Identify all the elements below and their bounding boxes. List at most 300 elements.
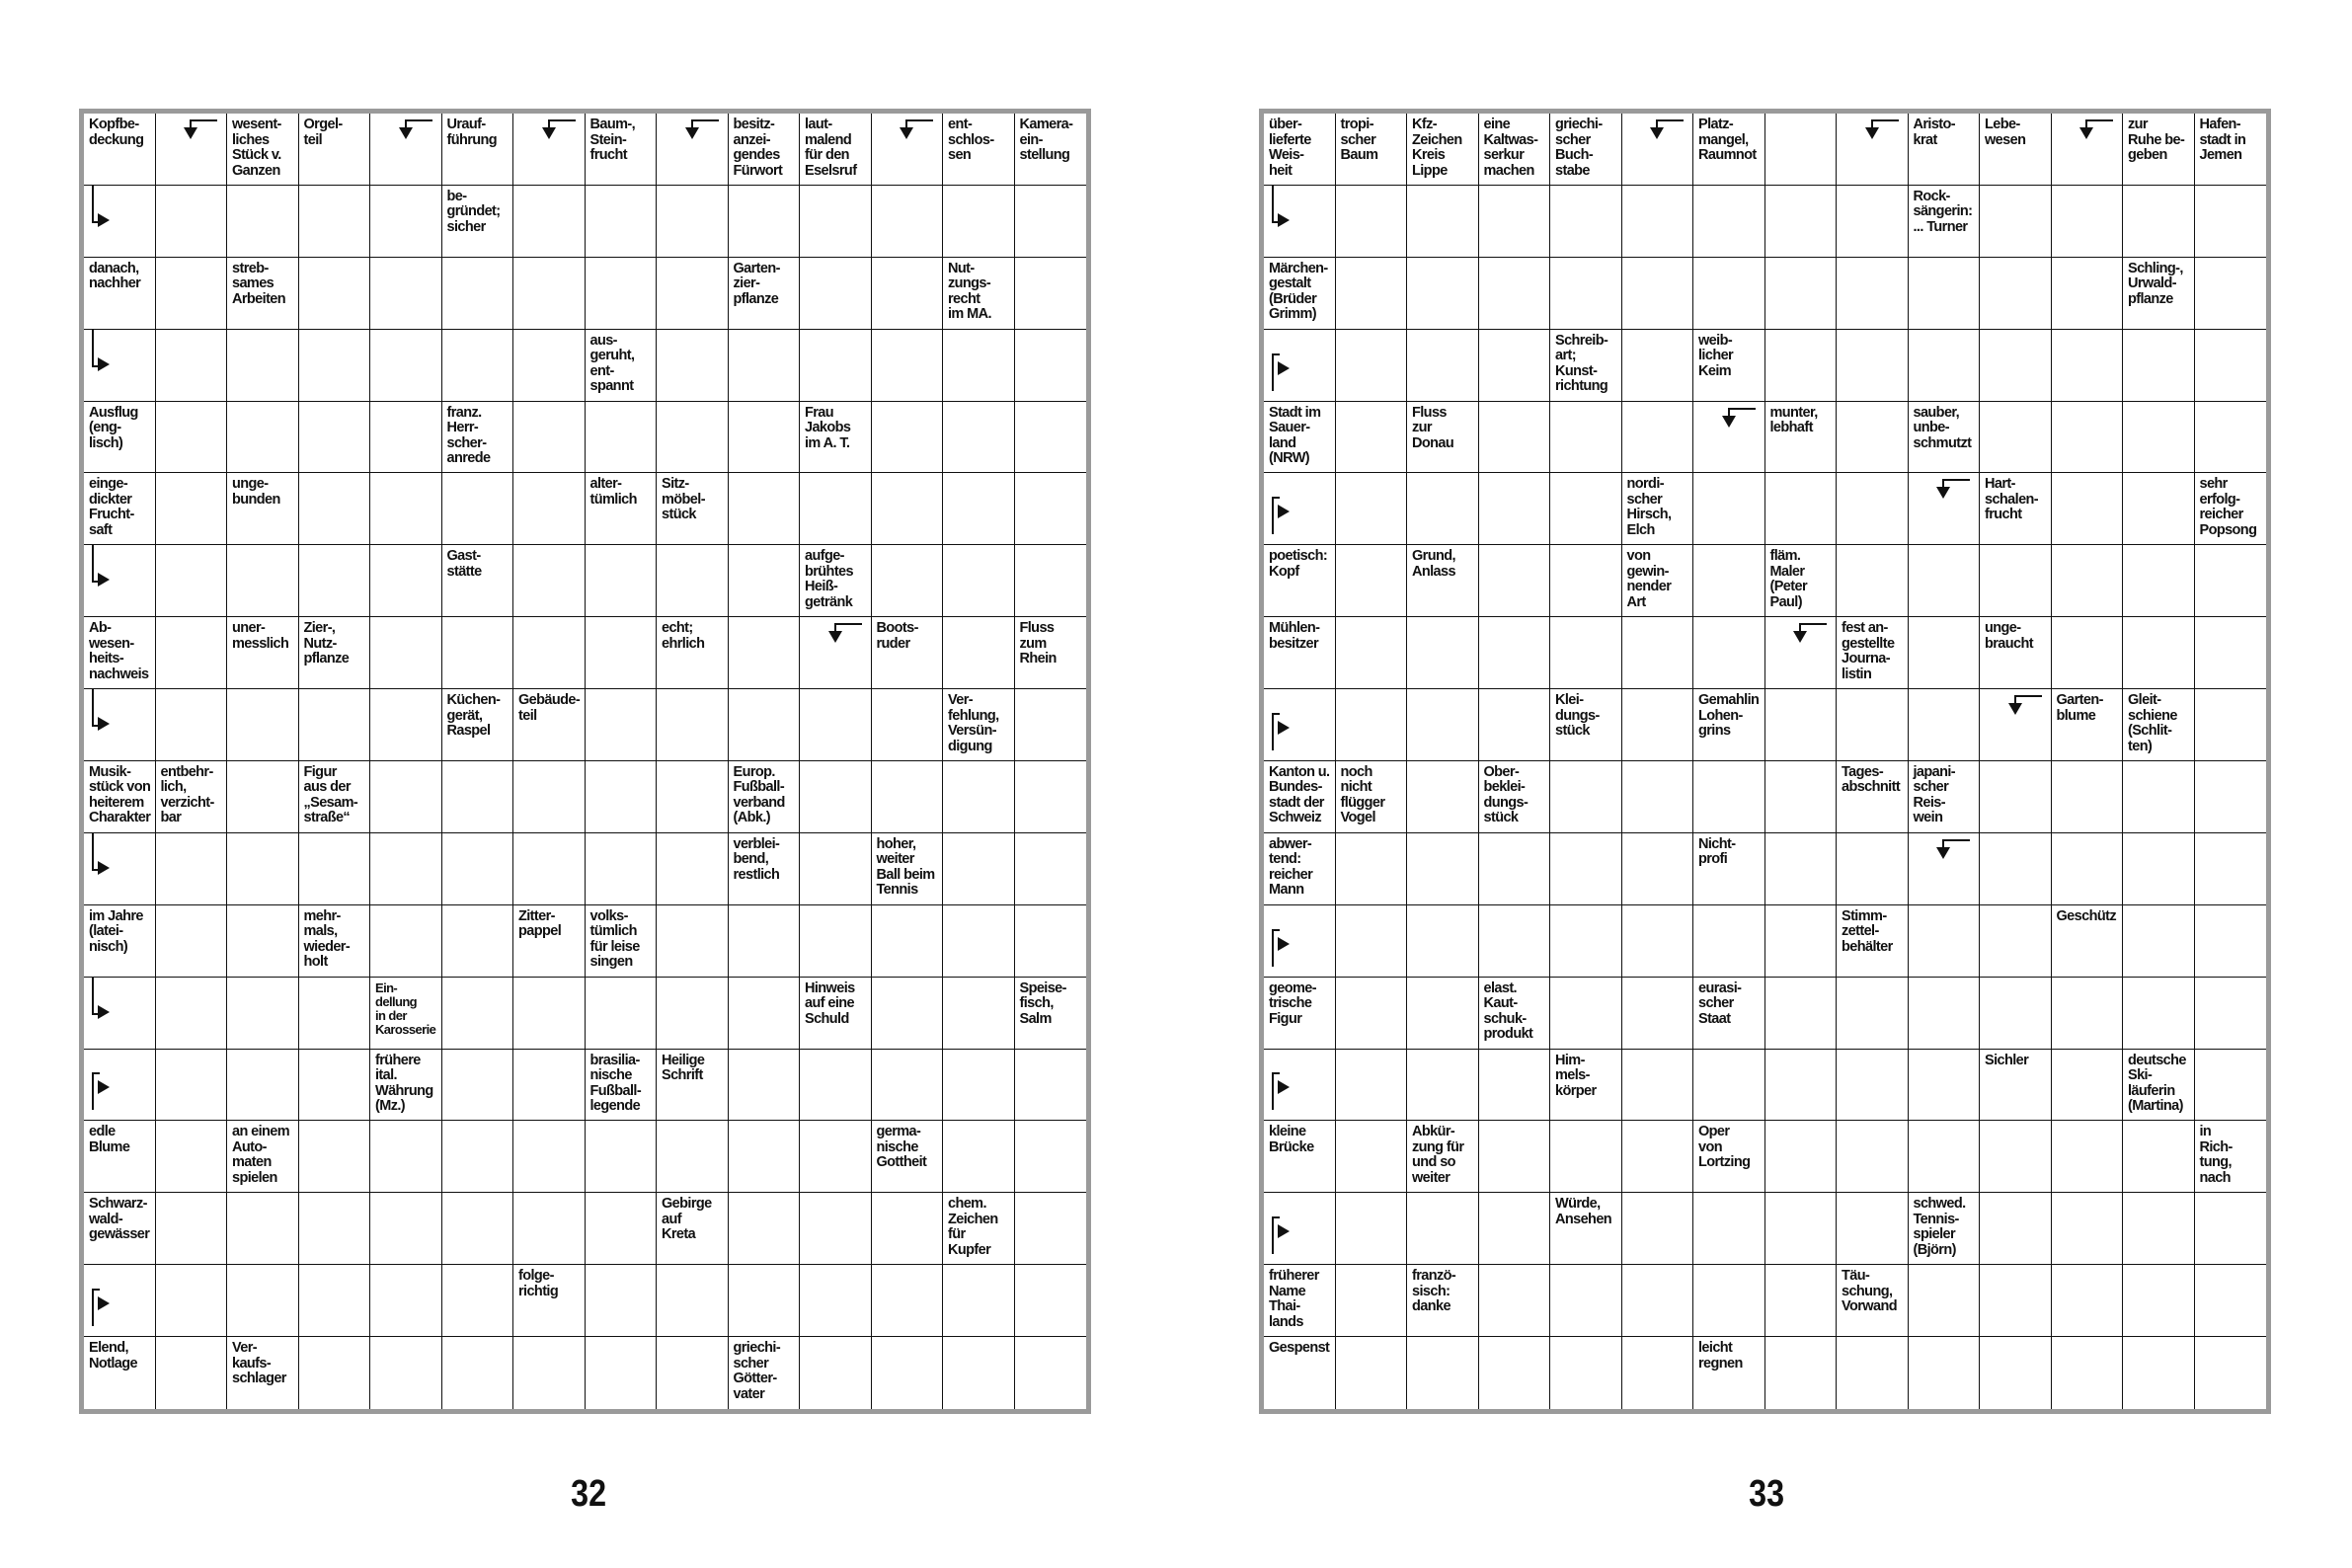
answer-cell[interactable] bbox=[586, 617, 658, 689]
answer-cell[interactable] bbox=[729, 402, 801, 474]
answer-cell[interactable] bbox=[1407, 978, 1479, 1050]
answer-cell[interactable] bbox=[299, 833, 371, 905]
answer-cell[interactable] bbox=[370, 402, 442, 474]
answer-cell[interactable] bbox=[1622, 1050, 1694, 1122]
answer-cell[interactable] bbox=[800, 905, 872, 978]
answer-cell[interactable] bbox=[513, 1121, 586, 1193]
answer-cell[interactable] bbox=[1693, 473, 1765, 545]
answer-cell[interactable] bbox=[1622, 1193, 1694, 1265]
answer-cell[interactable] bbox=[227, 978, 299, 1050]
answer-cell[interactable] bbox=[1336, 402, 1408, 474]
answer-cell[interactable] bbox=[2052, 330, 2124, 402]
answer-cell[interactable] bbox=[1693, 761, 1765, 833]
answer-cell[interactable] bbox=[513, 186, 586, 258]
answer-cell[interactable] bbox=[2052, 114, 2124, 186]
answer-cell[interactable] bbox=[1837, 689, 1909, 761]
answer-cell[interactable] bbox=[2195, 689, 2267, 761]
answer-cell[interactable] bbox=[1909, 617, 1981, 689]
answer-cell[interactable] bbox=[872, 761, 944, 833]
answer-cell[interactable] bbox=[1015, 761, 1087, 833]
answer-cell[interactable] bbox=[1980, 258, 2052, 330]
answer-cell[interactable] bbox=[1765, 1193, 1838, 1265]
answer-cell[interactable] bbox=[1479, 402, 1551, 474]
answer-cell[interactable] bbox=[1479, 1050, 1551, 1122]
answer-cell[interactable] bbox=[729, 978, 801, 1050]
answer-cell[interactable] bbox=[657, 545, 729, 617]
answer-cell[interactable] bbox=[1550, 761, 1622, 833]
answer-cell[interactable] bbox=[2052, 402, 2124, 474]
answer-cell[interactable] bbox=[1264, 1193, 1336, 1265]
answer-cell[interactable] bbox=[586, 833, 658, 905]
answer-cell[interactable] bbox=[442, 330, 514, 402]
answer-cell[interactable] bbox=[227, 545, 299, 617]
answer-cell[interactable] bbox=[2052, 978, 2124, 1050]
answer-cell[interactable] bbox=[1550, 258, 1622, 330]
answer-cell[interactable] bbox=[1336, 258, 1408, 330]
answer-cell[interactable] bbox=[1264, 905, 1336, 978]
answer-cell[interactable] bbox=[943, 545, 1015, 617]
answer-cell[interactable] bbox=[2123, 402, 2195, 474]
answer-cell[interactable] bbox=[872, 1337, 944, 1409]
answer-cell[interactable] bbox=[1407, 1050, 1479, 1122]
answer-cell[interactable] bbox=[872, 114, 944, 186]
answer-cell[interactable] bbox=[1550, 186, 1622, 258]
answer-cell[interactable] bbox=[657, 978, 729, 1050]
answer-cell[interactable] bbox=[299, 186, 371, 258]
answer-cell[interactable] bbox=[1407, 761, 1479, 833]
answer-cell[interactable] bbox=[1479, 258, 1551, 330]
answer-cell[interactable] bbox=[2195, 1050, 2267, 1122]
answer-cell[interactable] bbox=[1015, 1193, 1087, 1265]
answer-cell[interactable] bbox=[1980, 1193, 2052, 1265]
answer-cell[interactable] bbox=[586, 186, 658, 258]
answer-cell[interactable] bbox=[2123, 905, 2195, 978]
answer-cell[interactable] bbox=[1264, 689, 1336, 761]
answer-cell[interactable] bbox=[657, 1337, 729, 1409]
answer-cell[interactable] bbox=[370, 905, 442, 978]
answer-cell[interactable] bbox=[872, 473, 944, 545]
answer-cell[interactable] bbox=[1407, 1337, 1479, 1409]
answer-cell[interactable] bbox=[2052, 1050, 2124, 1122]
answer-cell[interactable] bbox=[1550, 402, 1622, 474]
answer-cell[interactable] bbox=[729, 330, 801, 402]
answer-cell[interactable] bbox=[1837, 258, 1909, 330]
answer-cell[interactable] bbox=[1015, 473, 1087, 545]
answer-cell[interactable] bbox=[513, 1050, 586, 1122]
answer-cell[interactable] bbox=[1479, 473, 1551, 545]
answer-cell[interactable] bbox=[299, 1337, 371, 1409]
answer-cell[interactable] bbox=[872, 1050, 944, 1122]
answer-cell[interactable] bbox=[1765, 617, 1838, 689]
answer-cell[interactable] bbox=[586, 689, 658, 761]
answer-cell[interactable] bbox=[1336, 978, 1408, 1050]
answer-cell[interactable] bbox=[442, 1121, 514, 1193]
answer-cell[interactable] bbox=[657, 402, 729, 474]
answer-cell[interactable] bbox=[442, 1337, 514, 1409]
answer-cell[interactable] bbox=[586, 1265, 658, 1337]
answer-cell[interactable] bbox=[370, 330, 442, 402]
answer-cell[interactable] bbox=[800, 689, 872, 761]
answer-cell[interactable] bbox=[872, 545, 944, 617]
answer-cell[interactable] bbox=[442, 1265, 514, 1337]
answer-cell[interactable] bbox=[227, 1193, 299, 1265]
answer-cell[interactable] bbox=[1550, 978, 1622, 1050]
answer-cell[interactable] bbox=[1980, 186, 2052, 258]
answer-cell[interactable] bbox=[227, 1050, 299, 1122]
answer-cell[interactable] bbox=[1837, 114, 1909, 186]
answer-cell[interactable] bbox=[943, 905, 1015, 978]
answer-cell[interactable] bbox=[657, 330, 729, 402]
answer-cell[interactable] bbox=[1837, 1121, 1909, 1193]
answer-cell[interactable] bbox=[1015, 689, 1087, 761]
answer-cell[interactable] bbox=[370, 833, 442, 905]
answer-cell[interactable] bbox=[1765, 330, 1838, 402]
answer-cell[interactable] bbox=[586, 545, 658, 617]
answer-cell[interactable] bbox=[872, 905, 944, 978]
answer-cell[interactable] bbox=[1407, 330, 1479, 402]
answer-cell[interactable] bbox=[1622, 402, 1694, 474]
answer-cell[interactable] bbox=[1336, 473, 1408, 545]
answer-cell[interactable] bbox=[1479, 905, 1551, 978]
answer-cell[interactable] bbox=[943, 186, 1015, 258]
answer-cell[interactable] bbox=[657, 761, 729, 833]
answer-cell[interactable] bbox=[1479, 1193, 1551, 1265]
answer-cell[interactable] bbox=[1550, 545, 1622, 617]
answer-cell[interactable] bbox=[227, 761, 299, 833]
answer-cell[interactable] bbox=[1015, 402, 1087, 474]
answer-cell[interactable] bbox=[227, 905, 299, 978]
answer-cell[interactable] bbox=[1479, 545, 1551, 617]
answer-cell[interactable] bbox=[1622, 1265, 1694, 1337]
answer-cell[interactable] bbox=[800, 1121, 872, 1193]
answer-cell[interactable] bbox=[943, 978, 1015, 1050]
answer-cell[interactable] bbox=[299, 473, 371, 545]
answer-cell[interactable] bbox=[800, 1337, 872, 1409]
answer-cell[interactable] bbox=[2195, 905, 2267, 978]
answer-cell[interactable] bbox=[1980, 330, 2052, 402]
answer-cell[interactable] bbox=[1622, 905, 1694, 978]
answer-cell[interactable] bbox=[872, 258, 944, 330]
answer-cell[interactable] bbox=[657, 1121, 729, 1193]
answer-cell[interactable] bbox=[1622, 186, 1694, 258]
answer-cell[interactable] bbox=[2195, 402, 2267, 474]
answer-cell[interactable] bbox=[586, 1121, 658, 1193]
answer-cell[interactable] bbox=[657, 1265, 729, 1337]
answer-cell[interactable] bbox=[1909, 1050, 1981, 1122]
answer-cell[interactable] bbox=[1336, 545, 1408, 617]
answer-cell[interactable] bbox=[299, 545, 371, 617]
answer-cell[interactable] bbox=[1837, 545, 1909, 617]
answer-cell[interactable] bbox=[2052, 1121, 2124, 1193]
answer-cell[interactable] bbox=[1550, 1265, 1622, 1337]
answer-cell[interactable] bbox=[227, 402, 299, 474]
answer-cell[interactable] bbox=[1909, 905, 1981, 978]
answer-cell[interactable] bbox=[1407, 689, 1479, 761]
answer-cell[interactable] bbox=[1980, 402, 2052, 474]
answer-cell[interactable] bbox=[872, 1265, 944, 1337]
answer-cell[interactable] bbox=[1765, 1121, 1838, 1193]
answer-cell[interactable] bbox=[1407, 833, 1479, 905]
answer-cell[interactable] bbox=[1909, 978, 1981, 1050]
answer-cell[interactable] bbox=[1837, 1337, 1909, 1409]
answer-cell[interactable] bbox=[1837, 1193, 1909, 1265]
answer-cell[interactable] bbox=[800, 617, 872, 689]
answer-cell[interactable] bbox=[800, 761, 872, 833]
answer-cell[interactable] bbox=[1015, 545, 1087, 617]
answer-cell[interactable] bbox=[1407, 258, 1479, 330]
answer-cell[interactable] bbox=[299, 978, 371, 1050]
answer-cell[interactable] bbox=[1479, 617, 1551, 689]
answer-cell[interactable] bbox=[872, 978, 944, 1050]
answer-cell[interactable] bbox=[586, 1193, 658, 1265]
answer-cell[interactable] bbox=[657, 833, 729, 905]
answer-cell[interactable] bbox=[1622, 761, 1694, 833]
answer-cell[interactable] bbox=[943, 617, 1015, 689]
answer-cell[interactable] bbox=[2195, 1337, 2267, 1409]
answer-cell[interactable] bbox=[1336, 1337, 1408, 1409]
answer-cell[interactable] bbox=[84, 1265, 156, 1337]
answer-cell[interactable] bbox=[513, 545, 586, 617]
answer-cell[interactable] bbox=[299, 1121, 371, 1193]
answer-cell[interactable] bbox=[1264, 186, 1336, 258]
answer-cell[interactable] bbox=[513, 258, 586, 330]
answer-cell[interactable] bbox=[370, 1193, 442, 1265]
answer-cell[interactable] bbox=[2195, 330, 2267, 402]
answer-cell[interactable] bbox=[1336, 1265, 1408, 1337]
answer-cell[interactable] bbox=[943, 761, 1015, 833]
answer-cell[interactable] bbox=[84, 1050, 156, 1122]
answer-cell[interactable] bbox=[800, 833, 872, 905]
answer-cell[interactable] bbox=[1550, 617, 1622, 689]
answer-cell[interactable] bbox=[1765, 114, 1838, 186]
answer-cell[interactable] bbox=[1264, 1050, 1336, 1122]
answer-cell[interactable] bbox=[1479, 186, 1551, 258]
answer-cell[interactable] bbox=[943, 330, 1015, 402]
answer-cell[interactable] bbox=[1479, 1265, 1551, 1337]
answer-cell[interactable] bbox=[1550, 473, 1622, 545]
answer-cell[interactable] bbox=[156, 330, 228, 402]
answer-cell[interactable] bbox=[1479, 1337, 1551, 1409]
answer-cell[interactable] bbox=[1909, 258, 1981, 330]
answer-cell[interactable] bbox=[2123, 833, 2195, 905]
answer-cell[interactable] bbox=[1407, 905, 1479, 978]
answer-cell[interactable] bbox=[1479, 833, 1551, 905]
answer-cell[interactable] bbox=[800, 1193, 872, 1265]
answer-cell[interactable] bbox=[729, 545, 801, 617]
answer-cell[interactable] bbox=[299, 1265, 371, 1337]
answer-cell[interactable] bbox=[657, 114, 729, 186]
answer-cell[interactable] bbox=[156, 545, 228, 617]
answer-cell[interactable] bbox=[1980, 1265, 2052, 1337]
answer-cell[interactable] bbox=[1765, 761, 1838, 833]
answer-cell[interactable] bbox=[1693, 1193, 1765, 1265]
answer-cell[interactable] bbox=[2195, 833, 2267, 905]
answer-cell[interactable] bbox=[1980, 689, 2052, 761]
answer-cell[interactable] bbox=[2195, 978, 2267, 1050]
answer-cell[interactable] bbox=[84, 186, 156, 258]
answer-cell[interactable] bbox=[1837, 1050, 1909, 1122]
answer-cell[interactable] bbox=[1336, 1193, 1408, 1265]
answer-cell[interactable] bbox=[1837, 402, 1909, 474]
answer-cell[interactable] bbox=[729, 1121, 801, 1193]
answer-cell[interactable] bbox=[1980, 1121, 2052, 1193]
answer-cell[interactable] bbox=[1336, 1121, 1408, 1193]
answer-cell[interactable] bbox=[872, 1193, 944, 1265]
answer-cell[interactable] bbox=[442, 833, 514, 905]
answer-cell[interactable] bbox=[2123, 473, 2195, 545]
answer-cell[interactable] bbox=[156, 258, 228, 330]
answer-cell[interactable] bbox=[156, 1121, 228, 1193]
answer-cell[interactable] bbox=[1264, 473, 1336, 545]
answer-cell[interactable] bbox=[156, 689, 228, 761]
answer-cell[interactable] bbox=[586, 978, 658, 1050]
answer-cell[interactable] bbox=[1693, 258, 1765, 330]
answer-cell[interactable] bbox=[442, 978, 514, 1050]
answer-cell[interactable] bbox=[370, 689, 442, 761]
answer-cell[interactable] bbox=[299, 689, 371, 761]
answer-cell[interactable] bbox=[442, 473, 514, 545]
answer-cell[interactable] bbox=[729, 1193, 801, 1265]
answer-cell[interactable] bbox=[513, 402, 586, 474]
answer-cell[interactable] bbox=[370, 258, 442, 330]
answer-cell[interactable] bbox=[156, 473, 228, 545]
answer-cell[interactable] bbox=[1015, 905, 1087, 978]
answer-cell[interactable] bbox=[1765, 473, 1838, 545]
answer-cell[interactable] bbox=[1622, 978, 1694, 1050]
answer-cell[interactable] bbox=[370, 114, 442, 186]
answer-cell[interactable] bbox=[1765, 1337, 1838, 1409]
answer-cell[interactable] bbox=[1693, 402, 1765, 474]
answer-cell[interactable] bbox=[1980, 761, 2052, 833]
answer-cell[interactable] bbox=[513, 761, 586, 833]
answer-cell[interactable] bbox=[2195, 761, 2267, 833]
answer-cell[interactable] bbox=[1550, 1121, 1622, 1193]
answer-cell[interactable] bbox=[1837, 330, 1909, 402]
answer-cell[interactable] bbox=[1693, 186, 1765, 258]
answer-cell[interactable] bbox=[1407, 1193, 1479, 1265]
answer-cell[interactable] bbox=[1693, 1050, 1765, 1122]
answer-cell[interactable] bbox=[729, 617, 801, 689]
answer-cell[interactable] bbox=[1622, 114, 1694, 186]
answer-cell[interactable] bbox=[156, 1193, 228, 1265]
answer-cell[interactable] bbox=[800, 186, 872, 258]
answer-cell[interactable] bbox=[800, 258, 872, 330]
answer-cell[interactable] bbox=[586, 258, 658, 330]
answer-cell[interactable] bbox=[1479, 1121, 1551, 1193]
answer-cell[interactable] bbox=[227, 689, 299, 761]
answer-cell[interactable] bbox=[2123, 978, 2195, 1050]
answer-cell[interactable] bbox=[1909, 473, 1981, 545]
answer-cell[interactable] bbox=[2052, 1337, 2124, 1409]
answer-cell[interactable] bbox=[1336, 330, 1408, 402]
answer-cell[interactable] bbox=[1837, 186, 1909, 258]
answer-cell[interactable] bbox=[1980, 833, 2052, 905]
answer-cell[interactable] bbox=[1407, 473, 1479, 545]
answer-cell[interactable] bbox=[1622, 689, 1694, 761]
answer-cell[interactable] bbox=[513, 617, 586, 689]
answer-cell[interactable] bbox=[513, 1337, 586, 1409]
answer-cell[interactable] bbox=[370, 617, 442, 689]
answer-cell[interactable] bbox=[1980, 978, 2052, 1050]
answer-cell[interactable] bbox=[800, 330, 872, 402]
answer-cell[interactable] bbox=[370, 186, 442, 258]
answer-cell[interactable] bbox=[1336, 1050, 1408, 1122]
answer-cell[interactable] bbox=[370, 545, 442, 617]
answer-cell[interactable] bbox=[227, 330, 299, 402]
answer-cell[interactable] bbox=[1015, 1265, 1087, 1337]
answer-cell[interactable] bbox=[227, 186, 299, 258]
answer-cell[interactable] bbox=[2052, 258, 2124, 330]
answer-cell[interactable] bbox=[156, 1337, 228, 1409]
answer-cell[interactable] bbox=[729, 905, 801, 978]
answer-cell[interactable] bbox=[1909, 330, 1981, 402]
answer-cell[interactable] bbox=[2195, 545, 2267, 617]
answer-cell[interactable] bbox=[800, 1265, 872, 1337]
answer-cell[interactable] bbox=[1336, 689, 1408, 761]
answer-cell[interactable] bbox=[1980, 1337, 2052, 1409]
answer-cell[interactable] bbox=[1015, 1121, 1087, 1193]
answer-cell[interactable] bbox=[872, 402, 944, 474]
answer-cell[interactable] bbox=[1765, 905, 1838, 978]
answer-cell[interactable] bbox=[943, 1265, 1015, 1337]
answer-cell[interactable] bbox=[657, 258, 729, 330]
answer-cell[interactable] bbox=[1407, 186, 1479, 258]
answer-cell[interactable] bbox=[1015, 258, 1087, 330]
answer-cell[interactable] bbox=[227, 833, 299, 905]
answer-cell[interactable] bbox=[1550, 905, 1622, 978]
answer-cell[interactable] bbox=[1622, 617, 1694, 689]
answer-cell[interactable] bbox=[442, 258, 514, 330]
answer-cell[interactable] bbox=[2195, 1265, 2267, 1337]
answer-cell[interactable] bbox=[442, 1193, 514, 1265]
answer-cell[interactable] bbox=[513, 330, 586, 402]
answer-cell[interactable] bbox=[513, 978, 586, 1050]
answer-cell[interactable] bbox=[1479, 330, 1551, 402]
answer-cell[interactable] bbox=[872, 330, 944, 402]
answer-cell[interactable] bbox=[513, 114, 586, 186]
answer-cell[interactable] bbox=[2123, 330, 2195, 402]
answer-cell[interactable] bbox=[1909, 1121, 1981, 1193]
answer-cell[interactable] bbox=[1837, 978, 1909, 1050]
answer-cell[interactable] bbox=[1622, 330, 1694, 402]
answer-cell[interactable] bbox=[1693, 1265, 1765, 1337]
answer-cell[interactable] bbox=[370, 473, 442, 545]
answer-cell[interactable] bbox=[84, 689, 156, 761]
answer-cell[interactable] bbox=[1407, 617, 1479, 689]
answer-cell[interactable] bbox=[1837, 473, 1909, 545]
answer-cell[interactable] bbox=[2123, 1121, 2195, 1193]
answer-cell[interactable] bbox=[1765, 978, 1838, 1050]
answer-cell[interactable] bbox=[1336, 186, 1408, 258]
answer-cell[interactable] bbox=[729, 473, 801, 545]
answer-cell[interactable] bbox=[1622, 833, 1694, 905]
answer-cell[interactable] bbox=[657, 186, 729, 258]
answer-cell[interactable] bbox=[729, 689, 801, 761]
answer-cell[interactable] bbox=[657, 905, 729, 978]
answer-cell[interactable] bbox=[2123, 1193, 2195, 1265]
answer-cell[interactable] bbox=[84, 545, 156, 617]
answer-cell[interactable] bbox=[1550, 833, 1622, 905]
answer-cell[interactable] bbox=[442, 1050, 514, 1122]
answer-cell[interactable] bbox=[156, 402, 228, 474]
answer-cell[interactable] bbox=[156, 114, 228, 186]
answer-cell[interactable] bbox=[586, 761, 658, 833]
answer-cell[interactable] bbox=[1980, 905, 2052, 978]
answer-cell[interactable] bbox=[2195, 186, 2267, 258]
answer-cell[interactable] bbox=[1765, 1265, 1838, 1337]
answer-cell[interactable] bbox=[2123, 761, 2195, 833]
answer-cell[interactable] bbox=[513, 1193, 586, 1265]
